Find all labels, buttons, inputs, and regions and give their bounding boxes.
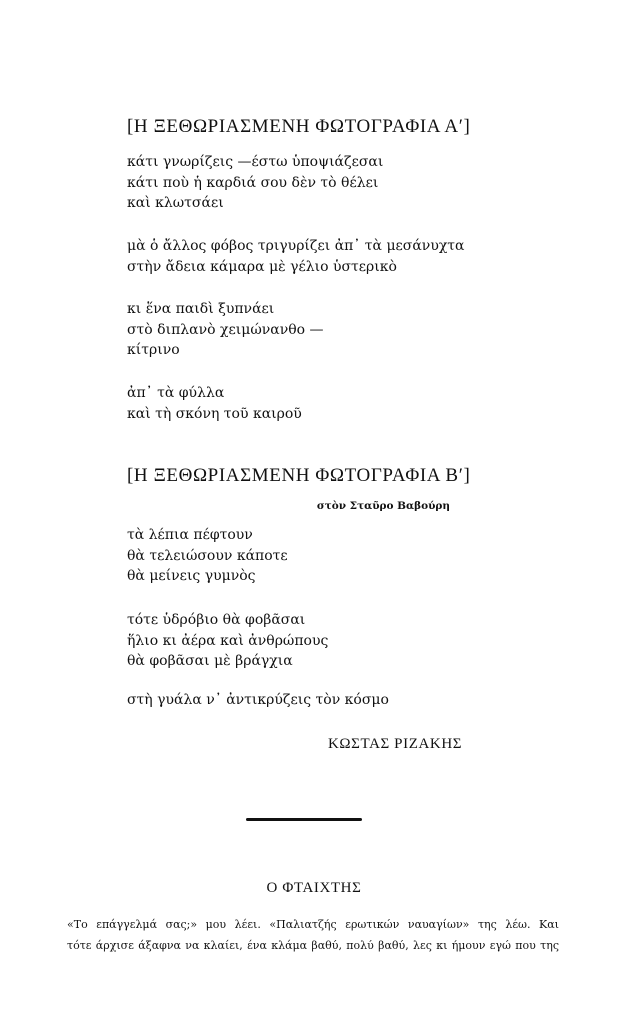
poem-a-stanza-2 [127, 236, 465, 277]
verse-line: στὸ διπλανὸ χειμώνανθο — [127, 321, 324, 338]
poem-a-stanza-4 [127, 383, 302, 424]
verse-line: μὰ ὁ ἄλλος φόβος τριγυρίζει ἀπ᾽ τὰ μεσάνυχτα [127, 238, 465, 254]
prose-body [67, 914, 559, 956]
poem-a-title: [Η ΞΕΘΩΡΙΑΣΜΕΝΗ ΦΩΤΟΓΡΑΦΙΑ Α′] [127, 116, 471, 137]
poem-b-stanza-1 [127, 525, 288, 587]
verse-line: καὶ τὴ σκόνη τοῦ καιροῦ [127, 405, 302, 422]
poem-b-dedication: στὸν Σταῦρο Βαβούρη [316, 500, 450, 512]
verse-line: θὰ μείνεις γυμνὸς [127, 568, 256, 584]
verse-line: καὶ κλωτσάει [127, 195, 224, 211]
prose-line: «Το επάγγελμά σας;» μου λέει. «Παλιατζής ερωτικών ναυαγίων» της λέω. Και [67, 918, 559, 931]
poem-author: ΚΩΣΤΑΣ ΡΙΖΑΚΗΣ [328, 736, 463, 752]
prose-line: τότε άρχισε άξαφνα να κλαίει, ένα κλάμα βαθύ, πολύ βαθύ, λες κι ήμουν εγώ που της [67, 939, 559, 952]
prose-title: Ο ΦΤΑΙΧΤΗΣ [266, 880, 362, 896]
verse-line: κι ἕνα παιδὶ ξυπνάει [127, 301, 275, 317]
verse-line: κάτι ποὺ ἡ καρδιά σου δὲν τὸ θέλει [127, 174, 379, 191]
verse-line: τότε ὑδρόβιο θὰ φοβᾶσαι [127, 612, 306, 628]
poem-b-stanza-3 [127, 690, 389, 711]
poem-a-stanza-3 [127, 299, 324, 361]
verse-line: κίτρινο [127, 342, 180, 358]
verse-line: τὰ λέπια πέφτουν [127, 527, 253, 543]
verse-line: στὴ γυάλα ν᾽ ἀντικρύζεις τὸν κόσμο [127, 692, 389, 708]
poem-b-title: [Η ΞΕΘΩΡΙΑΣΜΕΝΗ ΦΩΤΟΓΡΑΦΙΑ Β′] [127, 465, 471, 486]
poem-a-stanza-1 [127, 152, 383, 214]
verse-line: θὰ φοβᾶσαι μὲ βράγχια [127, 653, 293, 669]
verse-line: ἥλιο κι ἀέρα καὶ ἀνθρώπους [127, 632, 329, 649]
verse-line: θὰ τελειώσουν κάποτε [127, 547, 288, 564]
verse-line: στὴν ἄδεια κάμαρα μὲ γέλιο ὑστερικὸ [127, 258, 397, 275]
verse-line: κάτι γνωρίζεις —έστω ὑποψιάζεσαι [127, 154, 384, 170]
section-divider [246, 818, 362, 821]
verse-line: ἀπ᾽ τὰ φύλλα [127, 385, 225, 401]
poem-b-stanza-2 [127, 610, 328, 672]
